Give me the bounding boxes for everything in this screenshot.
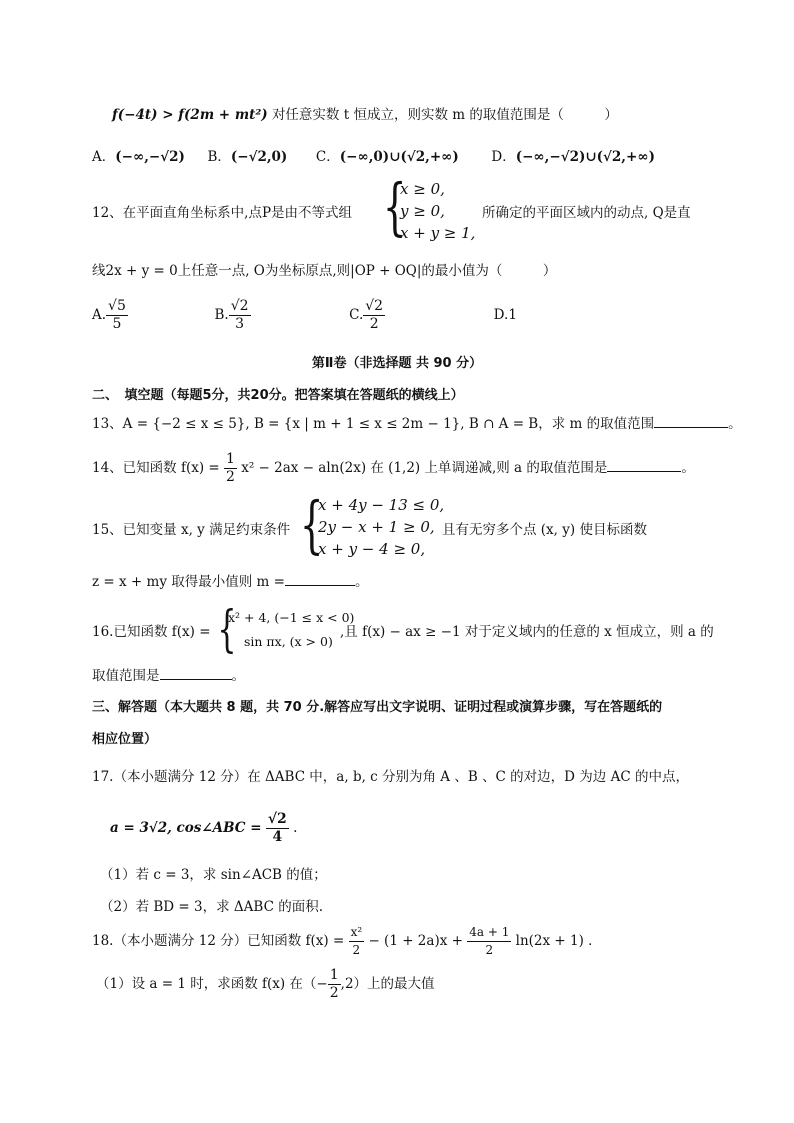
q16-case-2: sin πx, (x > 0) [244, 634, 333, 649]
q15-system-line-2: 2y − x + 1 ≥ 0, [318, 518, 435, 536]
section2-heading: 二、 填空题（每题5分，共20分。把答案填在答题纸的横线上） [92, 388, 464, 403]
q13: 13、A = {−2 ≤ x ≤ 5}, B = {x | m + 1 ≤ x ≤ 2m − 1}, B ∩ A = B，求 m 的取值范围 。 [92, 416, 742, 432]
option-d[interactable]: D.1 [493, 307, 517, 323]
q18-stem: 18.（本小题满分 12 分）已知函数 f(x) = $\frac{\text{x²}}{2}$ − (1 + 2a)x + $\frac{4a + 1}{2}$ ln(2x + 1) ． [92, 925, 602, 957]
q12-tail: 所确定的平面区域内的动点, Q是直 [482, 205, 691, 221]
q17-line1: 17.（本小题满分 12 分）在 ΔABC 中，a, b, c 分别为角 A 、B 、C 的对边，D 为边 AC 的中点， [92, 769, 689, 785]
q15-lead: 15、已知变量 x, y 满足约束条件 [92, 522, 291, 538]
q15-line2: z = x + my 取得最小值则 m = 。 [92, 574, 369, 590]
option-d[interactable]: D．(−∞,−√2)∪(√2,+∞) [491, 149, 655, 165]
q16-lead: 16.已知函数 f(x) = [92, 624, 211, 640]
q15-system-line-3: x + y − 4 ≥ 0, [318, 540, 426, 558]
q14-answer-blank[interactable] [607, 459, 681, 472]
q17-given: a = 3√2, cos∠ABC = $\frac{√2}{4}$ . [110, 811, 298, 845]
option-b[interactable]: B. $\frac{√2}{3}$ [214, 298, 249, 332]
q14: 14、已知函数 f(x) = $\frac{1}{2}$ x² − 2ax − aln(2x) 在 (1,2) 上单调递减,则 a 的取值范围是 。 [92, 451, 695, 485]
q13-answer-blank[interactable] [654, 415, 728, 428]
q15-system-line-1: x + 4y − 13 ≤ 0, [318, 496, 445, 514]
option-a[interactable]: A. $\frac{√5}{5}$ [92, 298, 126, 332]
q16-case-1: x² + 4, (−1 ≤ x < 0) [228, 610, 355, 625]
q12-lead: 12、在平面直角坐标系中,点P是由不等式组 [92, 205, 353, 221]
section3-line-2: 相应位置） [92, 732, 158, 747]
q16-brace: { [217, 600, 237, 658]
q17-sub1: （1）若 c = 3，求 sin∠ACB 的值； [100, 867, 327, 883]
q16-answer-blank[interactable] [160, 667, 232, 680]
q15-tail: 且有无穷多个点 (x, y) 使目标函数 [442, 522, 647, 538]
q11-inequality: f(−4t) > f(2m + mt²) [112, 107, 268, 123]
part2-title: 第Ⅱ卷（非选择题 共 90 分） [311, 356, 483, 371]
q12-system-line-2: y ≥ 0, [400, 202, 445, 220]
section3-line-1: 三、解答题（本大题共 8 题，共 70 分.解答应写出文字说明、证明过程或演算步骤，写在答题纸的 [92, 700, 663, 715]
q17-sub2: （2）若 BD = 3，求 ΔABC 的面积. [100, 899, 323, 915]
q14-text: x² − 2ax − aln(2x) 在 (1,2) 上单调递减,则 a 的取值范围是 [241, 460, 608, 476]
q12-system-line-3: x + y ≥ 1, [400, 224, 476, 242]
option-c[interactable]: C. $\frac{√2}{2}$ [349, 298, 384, 332]
q15-brace: { [299, 488, 324, 561]
q11-options [92, 147, 655, 167]
q12-brace: { [382, 170, 407, 243]
q18-sub1: （1）设 a = 1 时，求函数 f(x) 在（− $\frac{1}{2}$ ,2）上的最大值 [96, 967, 435, 1001]
option-b[interactable]: B．(−√2,0) [207, 149, 288, 165]
q13-text: 13、A = {−2 ≤ x ≤ 5}, B = {x | m + 1 ≤ x ≤ 2m − 1}, B ∩ A = B，求 m 的取值范围 [92, 416, 655, 432]
q12-options [92, 298, 517, 342]
q16-line2: 取值范围是 。 [92, 668, 245, 684]
q12-line2: 线2x + y = 0上任意一点, O为坐标原点,则|OP + OQ|的最小值为（ ） [92, 263, 557, 279]
q12-system-line-1: x ≥ 0, [400, 180, 445, 198]
option-a[interactable]: A．(−∞,−√2) [92, 149, 185, 165]
q11-text: 对任意实数 t 恒成立，则实数 m 的取值范围是（ ） [271, 107, 618, 123]
option-c[interactable]: C．(−∞,0)∪(√2,+∞) [315, 149, 459, 165]
q15-answer-blank[interactable] [285, 573, 355, 586]
q16-tail: ,且 f(x) − ax ≥ −1 对于定义域内的任意的 x 恒成立，则 a 的 [340, 624, 714, 640]
q11-condition [112, 105, 618, 125]
